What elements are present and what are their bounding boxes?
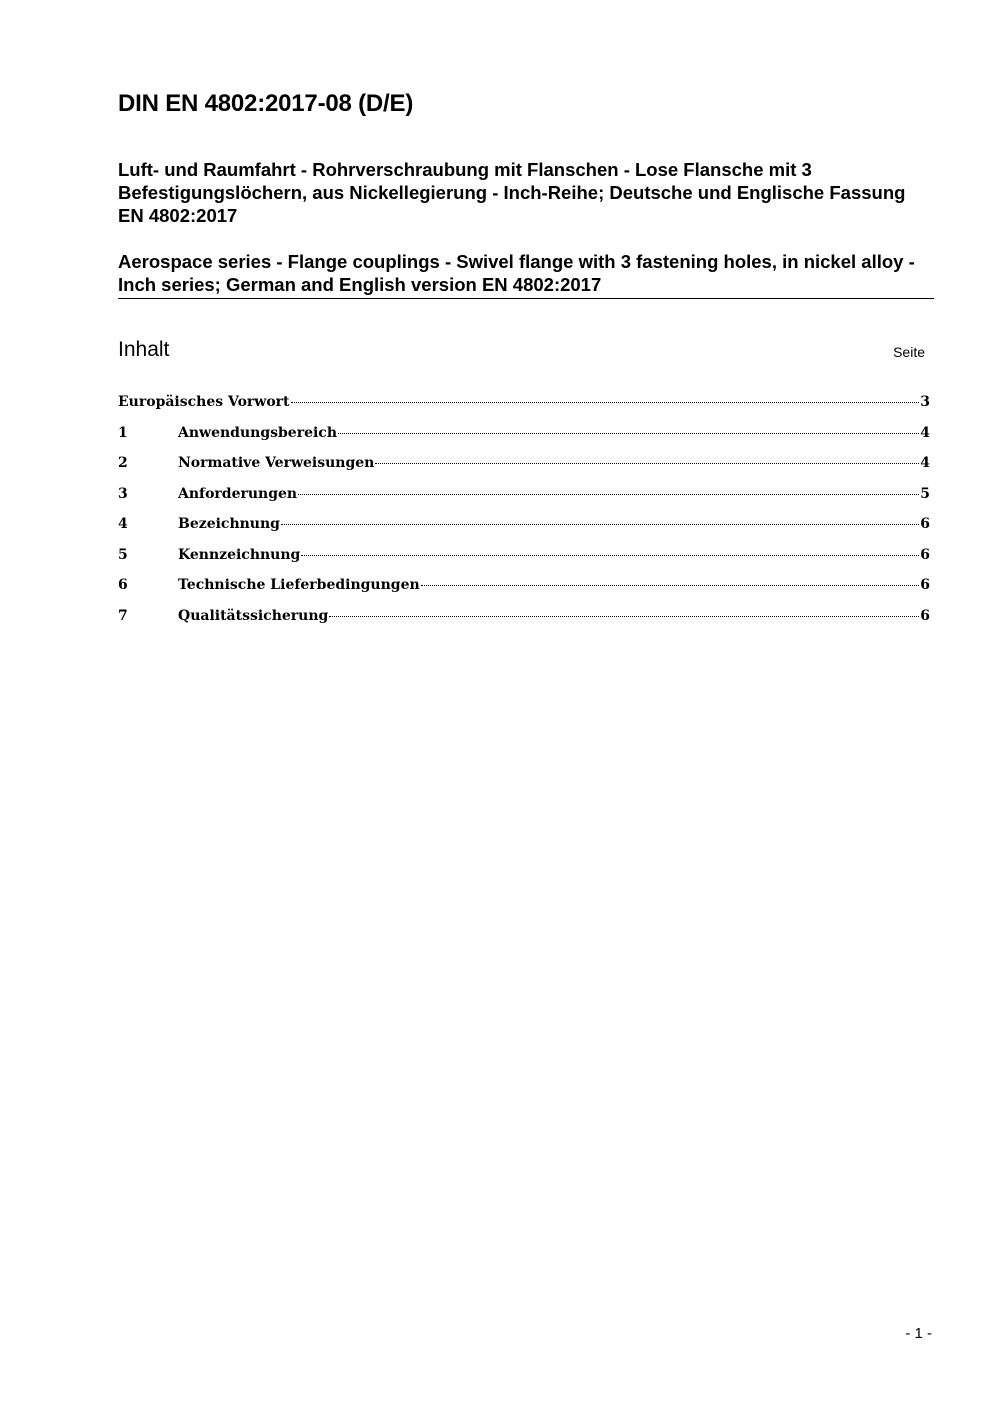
page-number: - 1 - [905, 1325, 932, 1342]
toc-entry-technical-delivery-conditions[interactable] [118, 577, 930, 608]
toc-entry-page: 4 [920, 424, 930, 441]
toc-leader-dots [291, 402, 920, 403]
toc-leader-dots [298, 494, 919, 495]
title-divider [118, 298, 934, 299]
toc-entry-title: Kennzeichnung [178, 546, 301, 563]
toc-entry-page: 3 [920, 394, 930, 410]
toc-entry-page: 6 [920, 577, 930, 593]
toc-entry-title: Anwendungsbereich [178, 424, 337, 441]
toc-entry-requirements[interactable] [118, 486, 930, 517]
toc-entry-number: 1 [118, 424, 128, 441]
toc-entry-scope[interactable] [118, 425, 930, 456]
toc-entry-normative-references[interactable] [118, 455, 930, 486]
toc-leader-dots [301, 555, 919, 556]
toc-entry-marking[interactable] [118, 547, 930, 578]
toc-entry-page: 6 [920, 546, 930, 563]
toc-entry-number: 2 [118, 455, 128, 471]
toc-entry-page: 6 [920, 607, 930, 624]
toc-entry-number: 5 [118, 546, 128, 563]
toc-entry-number: 6 [118, 577, 128, 593]
toc-entry-page: 4 [920, 455, 930, 471]
toc-entry-quality-assurance[interactable] [118, 608, 930, 639]
table-of-contents [118, 394, 930, 638]
document-id: DIN EN 4802:2017-08 (D/E) [118, 90, 414, 117]
toc-entry-title: Bezeichnung [178, 516, 280, 532]
toc-entry-title: Normative Verweisungen [178, 455, 375, 471]
toc-leader-dots [329, 616, 919, 617]
toc-entry-european-foreword[interactable] [118, 394, 930, 425]
toc-entry-title: Anforderungen [178, 485, 298, 502]
toc-entry-page: 6 [920, 516, 930, 532]
toc-leader-dots [281, 524, 919, 525]
toc-page-column-label: Seite [893, 344, 925, 360]
toc-leader-dots [338, 433, 919, 434]
toc-entry-designation[interactable] [118, 516, 930, 547]
toc-entry-title: Europäisches Vorwort [118, 394, 290, 410]
title-english: Aerospace series - Flange couplings - Swivel flange with 3 fastening holes, in nickel alloy - Inch series; German and English version EN 4802:2017 [118, 251, 915, 295]
toc-heading: Inhalt [118, 338, 170, 361]
toc-entry-page: 5 [920, 485, 930, 502]
toc-leader-dots [421, 585, 920, 586]
toc-entry-number: 4 [118, 516, 128, 532]
toc-leader-dots [375, 463, 919, 464]
toc-entry-number: 7 [118, 607, 128, 624]
toc-entry-title: Technische Lieferbedingungen [178, 577, 420, 593]
toc-entry-title: Qualitätssicherung [178, 607, 329, 624]
toc-entry-number: 3 [118, 485, 128, 502]
title-german: Luft- und Raumfahrt - Rohrverschraubung mit Flanschen - Lose Flansche mit 3 Befestigungslöchern, aus Nickellegierung - Inch-Reihe; Deutsche und Englische Fassung EN 4802:2017 [118, 159, 906, 226]
